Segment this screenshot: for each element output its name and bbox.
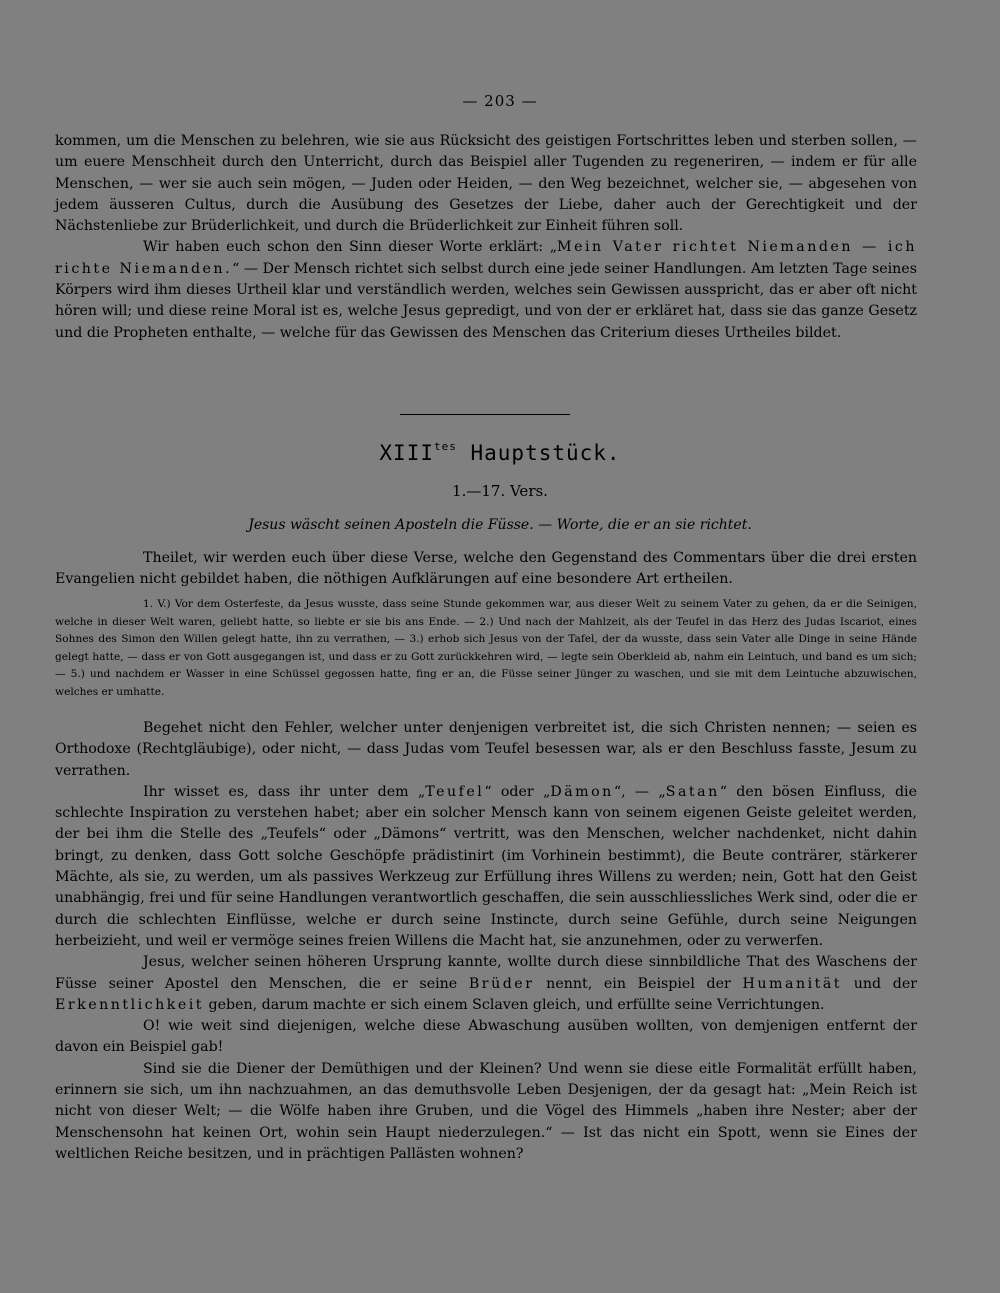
paragraph-judgement: Wir haben euch schon den Sinn dieser Worte erklärt: „Mein Vater richtet Niemanden — ich richte Niemanden.“ — Der Mensch richtet sich selbst durch eine jede seiner Handlungen. Am letzten Tage seines Körpers wird ihm dieses Urtheil klar und verständlich werden, welches sein Gewissen ausspricht, das er aber oft nicht hören will; und diese reine Moral ist es, welche Jesus gepredigt, und von der er erkläret hat, dass sie das ganze Gesetz und die Propheten enthalte, — welche für das Gewissen des Menschen das Criterium dieses Urtheiles bildet. [55,239,917,341]
paragraph-intro: Theilet, wir werden euch über diese Verse, welche den Gegenstand des Commentars über die drei ersten Evangelien nicht gebildet haben, die nöthigen Aufklärungen auf eine besondere Art ertheilen. [55,550,917,588]
page-number: — 203 — [462,92,538,110]
verse-range: 1.—17. Vers. [452,482,548,500]
paragraph-continued: kommen, um die Menschen zu belehren, wie sie aus Rücksicht des geistigen Fortschrittes leben und sterben sollen, — um euere Menschheit durch den Unterricht, durch das Beispiel aller Tugenden zu regeneriren, — indem er für alle Menschen, — wer sie auch sein mögen, — Juden oder Heiden, — den Weg bezeichnet, welcher sie, — abgesehen von jedem äusseren Cultus, durch die Ausübung des Gesetzes der Liebe, daher auch der Gerechtigkeit und der Nächstenliebe zur Brüderlichkeit, und durch die Brüderlichkeit zur Einheit führen soll. [55,133,917,235]
chapter-heading: $XIII^{tes}$ Hauptstück. [379,440,621,465]
paragraph-teufel: Ihr wisset es, dass ihr unter dem „Teufel“ oder „Dämon“, — „Satan“ den bösen Einfluss, die schlechte Inspiration zu verstehen habet; aber ein solcher Mensch kann von seinem eigenen Geiste geleitet werden, der bei ihm die Stelle des „Teufels“ oder „Dämons“ vertritt, was den Menschen, welcher nachdenket, nicht dahin bringt, zu denken, dass Gott solche Geschöpfe prädistinirt (im Vorhinein bestimmt), die Beute conträrer, stärkerer Mächte, als sie, zu werden, um als passives Werkzeug zur Erfüllung ihres Willens zu werden; nein, Gott hat den Geist unabhängig, frei und für seine Handlungen verantwortlich geschaffen, die sein ausschliessliches Werk sind, oder die er durch die schlechten Einflüsse, welche er durch seine Instincte, durch seine Gefühle, durch seine Neigungen herbeizieht, und weil er vermöge seines freien Willens die Macht hat, sie anzunehmen, oder zu verwerfen. [55,783,917,949]
chapter-subtitle: Jesus wäscht seinen Aposteln die Füsse. — Worte, die er an sie richtet. [248,517,752,533]
scripture-footnote: 1. V.) Vor dem Osterfeste, da Jesus wusste, dass seine Stunde gekommen war, aus dieser Welt zu seinem Vater zu gehen, da er die Seinigen, welche in dieser Welt waren, geliebt hatte, so liebte er sie bis ans Ende. — 2.) Und nach der Mahlzeit, als der Teufel in das Herz des Judas Iscariot, eines Sohnes des Simon den Willen gelegt hatte, ihn zu verrathen, — 3.) erhob sich Jesus von der Tafel, der da wusste, dass sein Vater alle Dinge in seine Hände gelegt hatte, — dass er von Gott ausgegangen ist, und dass er zu Gott zurückkehren wird, — legte sein Oberkleid ab, nahm ein Leintuch, und band es um sich; — 5.) und nachdem er Wasser in eine Schüssel gegossen hatte, fing er an, die Füsse seiner Jünger zu waschen, und sie mit dem Leintuche abzuwischen, welches er umhatte. [55,598,917,698]
paragraph-servants: Sind sie die Diener der Demüthigen und der Kleinen? Und wenn sie diese eitle Formalität erfüllt haben, erinnern sie sich, um ihn nachzuahmen, an das demuthsvolle Leben Desjenigen, der da gesagt hat: „Mein Reich ist nicht von dieser Welt; — die Wölfe haben ihre Gruben, und die Vögel des Himmels „haben ihre Nester; aber der Menschensohn hat keinen Ort, wohin sein Haupt niederzulegen.“ — Ist das nicht ein Spott, wenn sie Eines der weltlichen Reiche besitzen, und in prächtigen Pallästen wohnen? [55,1060,917,1162]
intro-text-block [55,548,917,591]
paragraph-washing: Jesus, welcher seinen höheren Ursprung kannte, wollte durch diese sinnbildliche That des Waschens der Füsse seiner Apostel den Menschen, die er seine Brüder nennt, ein Beispiel der Humanität und der Erkenntlichkeit geben, darum machte er sich einem Sclaven gleich, und erfüllte seine Verrichtungen. [55,954,918,1013]
spaced-quote: Mein Vater richtet Niemanden — ich richte Niemanden. [55,239,917,277]
main-text-block [55,718,917,1165]
continued-text-block [55,131,917,344]
paragraph-judas: Begehet nicht den Fehler, welcher unter denjenigen verbreitet ist, die sich Christen nennen; — seien es Orthodoxe (Rechtgläubige), oder nicht, — dass Judas vom Teufel besessen war, als er den Beschluss fasste, Jesum zu verrathen. [55,720,917,779]
section-divider [400,414,570,415]
paragraph-distance: O! wie weit sind diejenigen, welche diese Abwaschung ausüben wollten, von demjenigen entfernt der davon ein Beispiel gab! [55,1018,917,1056]
